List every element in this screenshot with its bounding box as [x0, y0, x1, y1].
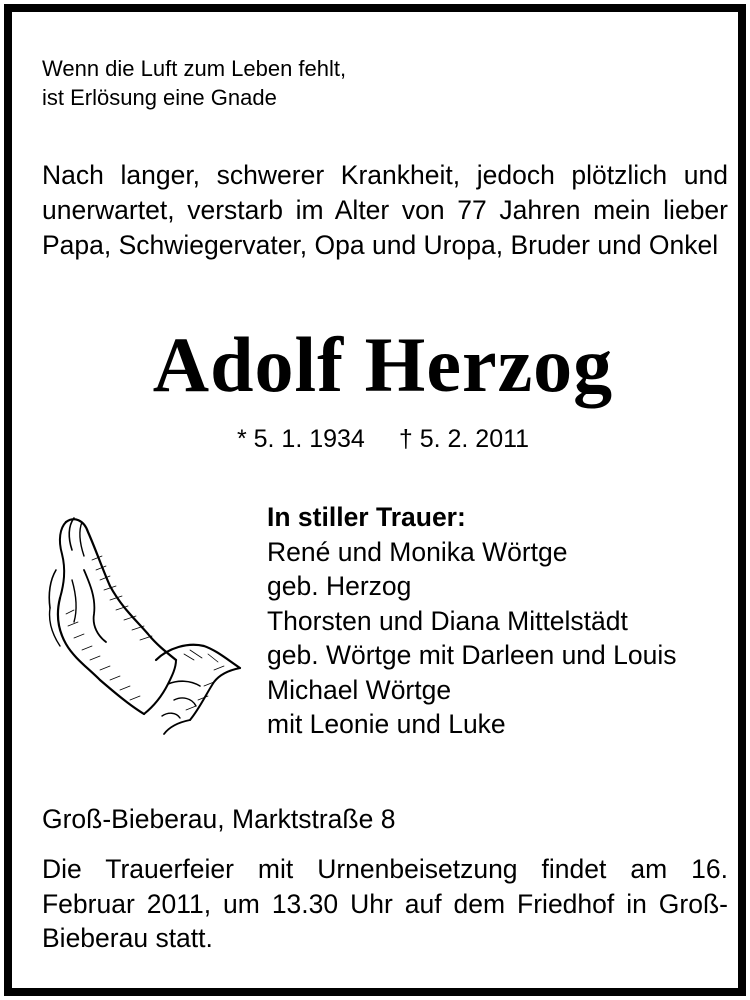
deceased-name: Adolf Herzog	[152, 321, 614, 408]
obituary-frame	[4, 4, 746, 996]
mourner-line: geb. Wörtge mit Darleen und Louis	[267, 640, 677, 670]
motto-line-2: ist Erlösung eine Gnade	[42, 85, 277, 110]
motto	[42, 54, 442, 112]
announcement-text: Nach langer, schwerer Krankheit, jedoch plötzlich und unerwartet, verstarb im Alter von 77 Jahren mein lieber Papa, Schwiegervater, Opa und Uropa, Bruder und Onkel	[42, 160, 728, 260]
mourner-line: Michael Wörtge	[267, 674, 452, 705]
mourner-line: Thorsten und Diana Mittelstädt	[267, 605, 628, 636]
birth-date: * 5. 1. 1934	[236, 425, 365, 453]
death-date: † 5. 2. 2011	[398, 425, 530, 453]
mourners-block	[267, 500, 737, 742]
mourner-line: mit Leonie und Luke	[267, 709, 506, 739]
mourner-line: geb. Herzog	[267, 571, 412, 601]
mourners-heading: In stiller Trauer:	[267, 502, 466, 532]
ceremony-text: Die Trauerfeier mit Urnenbeisetzung findet am 16. Februar 2011, um 13.30 Uhr auf dem Friedhof in Groß-Bieberau statt.	[42, 854, 728, 953]
praying-hands-icon	[44, 510, 244, 740]
motto-line-1: Wenn die Luft zum Leben fehlt,	[42, 56, 347, 81]
mourner-line: René und Monika Wörtge	[267, 536, 568, 567]
address: Groß-Bieberau, Marktstraße 8	[42, 804, 396, 834]
life-dates	[12, 422, 750, 456]
